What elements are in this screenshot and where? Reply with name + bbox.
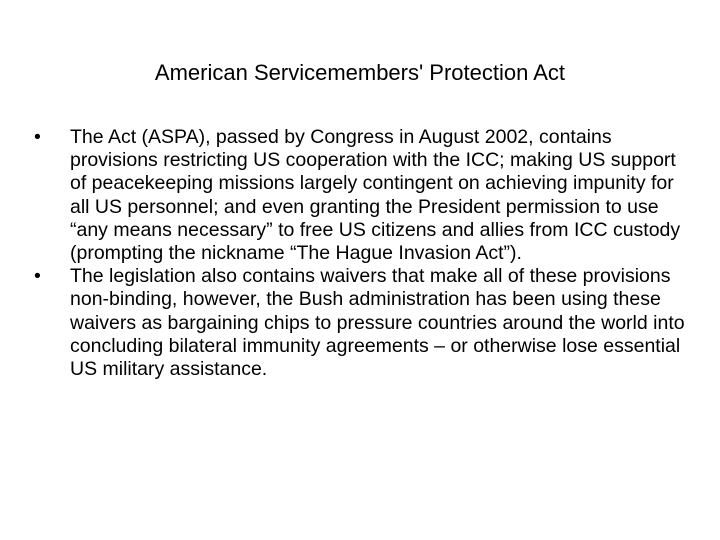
bullet-item (34, 265, 694, 381)
bullet-text: The legislation also contains waivers that make all of these provisions non-binding, however, the Bush administration has been using these waivers as bargaining chips to pressure countries around the world into concluding bilateral immunity agreements – or otherwise lose essential US military assistance. (70, 265, 685, 381)
bullet-item (34, 126, 694, 265)
slide-title: American Servicemembers' Protection Act (154, 60, 566, 85)
bullet-list (34, 126, 694, 381)
bullet-marker: • (34, 126, 41, 148)
bullet-text: The Act (ASPA), passed by Congress in August 2002, contains provisions restricting US cooperation with the ICC; making US support of peacekeeping missions largely contingent on achieving impunity for all US personnel; and even granting the President permission to use “any means necessary” to free US citizens and allies from ICC custody (prompting the nickname “The Hague Invasion Act”). (70, 126, 681, 265)
bullet-marker: • (34, 265, 41, 288)
